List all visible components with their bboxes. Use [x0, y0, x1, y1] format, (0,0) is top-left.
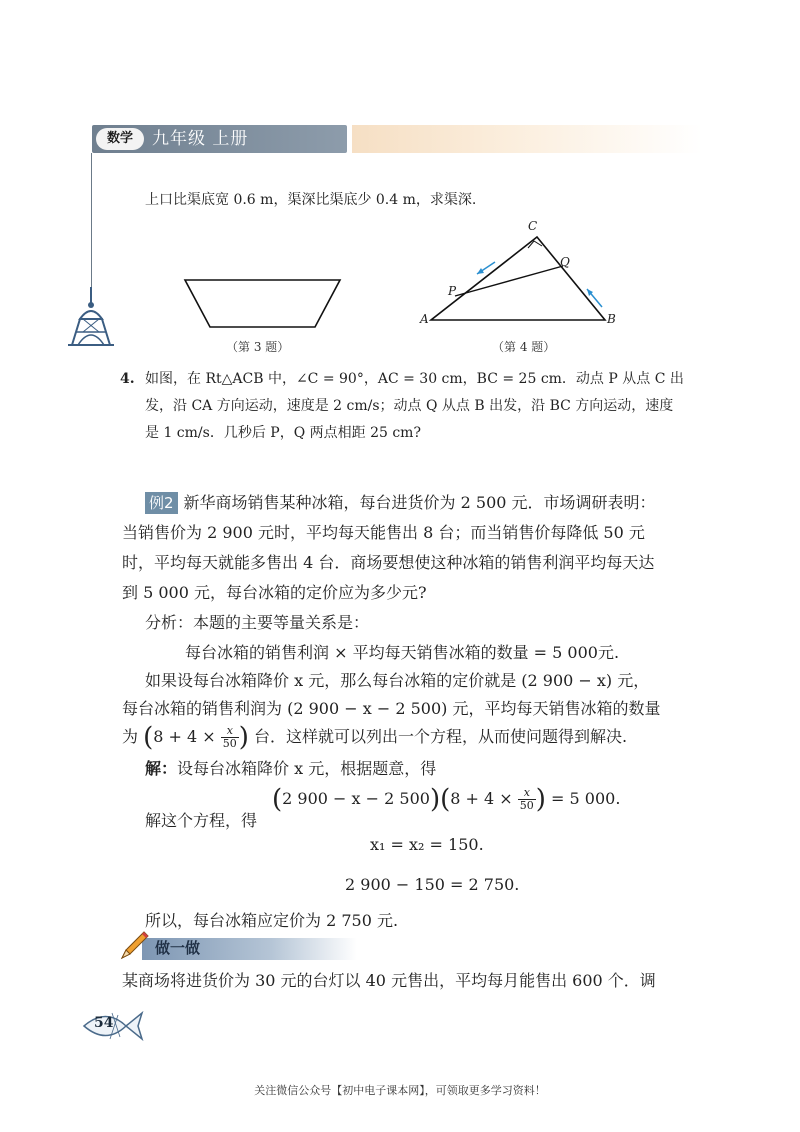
- price-calculation: 2 900 − 150 = 2 750.: [345, 875, 520, 894]
- analysis-para-1: 如果设每台冰箱降价 x 元，那么每台冰箱的定价就是 (2 900 − x) 元，: [145, 671, 650, 690]
- equation-mid: 8 + 4 ×: [450, 789, 513, 808]
- label-B: B: [607, 312, 616, 326]
- example2-line-1-text: 新华商场销售某种冰箱，每台进货价为 2 500 元．市场调研表明：: [183, 493, 656, 512]
- subject-badge: 数学: [96, 128, 144, 150]
- para3-post: 台．这样就可以列出一个方程，从而使问题得到解决.: [254, 727, 628, 746]
- problem4-line-3: 是 1 cm/s．几秒后 P，Q 两点相距 25 cm?: [145, 425, 421, 441]
- fraction-numerator-eq: x: [518, 787, 536, 800]
- analysis-para-2: 每台冰箱的销售利润为 (2 900 − x − 2 500) 元，平均每天销售冰箱的数量: [122, 699, 661, 718]
- label-C: C: [528, 219, 538, 233]
- solution-text: 设每台冰箱降价 x 元，根据题意，得: [177, 759, 437, 778]
- page-number: 54: [94, 1015, 114, 1031]
- example2-line-2: 当销售价为 2 900 元时，平均每天能售出 8 台；而当销售价每降低 50 元: [122, 523, 645, 542]
- label-Q: Q: [560, 255, 570, 269]
- paren-close-3: ): [535, 784, 546, 815]
- header-gradient: [352, 125, 702, 153]
- example2-line-1: [145, 488, 656, 518]
- equality-relation: 每台冰箱的销售利润 × 平均每天销售冰箱的数量 = 5 000元.: [185, 643, 620, 662]
- roots: x₁ = x₂ = 150.: [370, 835, 484, 854]
- fraction-denominator-eq: 50: [519, 799, 534, 812]
- fraction-x-over-50: [221, 725, 239, 750]
- figure-3-caption: （第 3 题）: [226, 340, 290, 354]
- conclusion: 所以，每台冰箱应定价为 2 750 元.: [145, 911, 399, 930]
- fraction-denominator: 50: [222, 737, 237, 750]
- do-it-title: 做一做: [155, 939, 201, 957]
- label-P: P: [448, 284, 457, 298]
- equation-left: 2 900 − x − 2 500: [282, 789, 430, 808]
- fraction-numerator: x: [221, 725, 239, 738]
- problem4-line-1: 如图，在 Rt△ACB 中，∠C = 90°，AC = 30 cm，BC = 25 cm．动点 P 从点 C 出: [145, 371, 684, 387]
- paren-close-2: ): [429, 784, 441, 815]
- problem4-number: 4.: [120, 371, 135, 387]
- analysis-para-3: [122, 722, 627, 752]
- pencil-icon: [116, 928, 152, 964]
- example2-line-4: 到 5 000 元，每台冰箱的定价应为多少元?: [122, 583, 427, 602]
- solve-text: 解这个方程，得: [145, 811, 258, 830]
- figure-4-caption: （第 4 题）: [492, 340, 556, 354]
- fraction-x-over-50-eq: [518, 787, 536, 812]
- side-line: [91, 153, 92, 303]
- paren-open: (: [143, 722, 154, 753]
- problem3-text: 上口比渠底宽 0.6 m，渠深比渠底少 0.4 m，求渠深.: [145, 192, 477, 208]
- solution-line: [145, 754, 436, 784]
- tower-icon: [66, 285, 116, 349]
- do-it-text: 某商场将进货价为 30 元的台灯以 40 元售出，平均每月能售出 600 个．调: [122, 971, 656, 990]
- example2-line-3: 时，平均每天就能多售出 4 台．商场要想使这种冰箱的销售利润平均每天达: [122, 553, 655, 572]
- paren-close: ): [238, 722, 249, 753]
- solution-label: 解：: [145, 759, 178, 778]
- paren-open-2: (: [272, 784, 283, 815]
- figure-3-trapezoid: [175, 272, 350, 334]
- footer-text: 关注微信公众号【初中电子课本网】，可领取更多学习资料！: [254, 1084, 546, 1097]
- main-equation: [272, 784, 620, 814]
- equation-right: = 5 000.: [551, 789, 621, 808]
- problem4-line-2: 发，沿 CA 方向运动，速度是 2 cm/s；动点 Q 从点 B 出发，沿 BC 方向运动，速度: [145, 398, 674, 414]
- example-tag: 例2: [145, 492, 178, 514]
- analysis-label: 分析：: [145, 613, 194, 632]
- analysis-text: 本题的主要等量关系是：: [193, 613, 370, 632]
- para3-expr: 8 + 4 ×: [153, 727, 216, 746]
- book-title: 九年级 上册: [152, 129, 249, 149]
- label-A: A: [420, 312, 429, 326]
- paren-open-3: (: [440, 784, 451, 815]
- figure-4-triangle: [415, 220, 627, 335]
- analysis-line: [145, 608, 369, 638]
- para3-pre: 为: [122, 727, 139, 746]
